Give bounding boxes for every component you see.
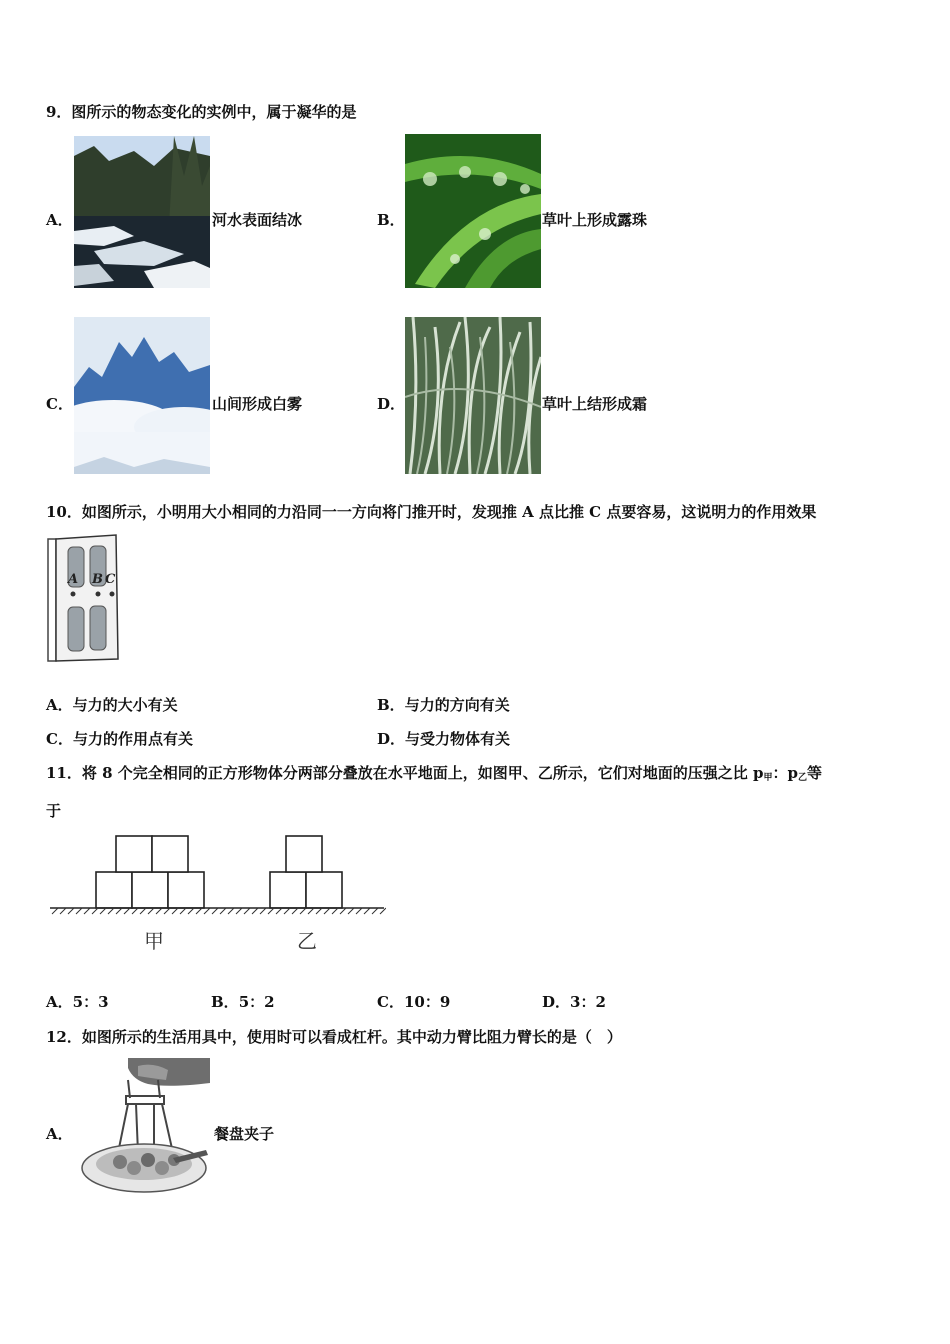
q10-option-a: A．与力的大小有关	[46, 696, 178, 714]
q11-option-d: D．3：2	[542, 993, 606, 1011]
q9-option-c-text: 山间形成白雾	[212, 395, 303, 413]
q11-option-a: A．5：3	[46, 993, 109, 1011]
q10-stem: 10．如图所示，小明用大小相同的力沿同一一方向将门推开时，发现推 A 点比推 C 点要容易，这说明力的作用效果	[46, 503, 817, 521]
q9-option-d-letter: D．	[377, 395, 406, 413]
figure-label-jia: 甲	[144, 929, 164, 953]
mountain-fog-image	[74, 317, 210, 474]
plate-clamp-image	[78, 1058, 210, 1196]
q9-option-a-text: 河水表面结冰	[212, 211, 303, 229]
frost-grass-image	[405, 317, 541, 474]
stacked-blocks-figure	[48, 832, 386, 958]
door-label-c: C	[105, 572, 116, 587]
dew-leaf-image	[405, 134, 541, 288]
q12-stem: 12．如图所示的生活用具中，使用时可以看成杠杆。其中动力臂比阻力臂长的是（ ）	[46, 1028, 622, 1046]
q11-stem-line2: 于	[46, 802, 62, 820]
figure-label-yi: 乙	[297, 929, 317, 953]
q9-option-d-text: 草叶上结形成霜	[542, 395, 648, 413]
door-figure	[46, 533, 120, 663]
q9-option-b-letter: B．	[377, 211, 405, 229]
q10-option-c: C．与力的作用点有关	[46, 730, 193, 748]
q9-option-c-letter: C．	[46, 395, 73, 413]
q12-option-a-letter: A．	[46, 1125, 73, 1143]
q9-option-a-letter: A．	[46, 211, 73, 229]
door-label-a: A	[68, 572, 79, 587]
door-label-b: B	[92, 572, 103, 587]
q10-option-d: D．与受力物体有关	[377, 730, 511, 748]
river-ice-image	[74, 136, 210, 288]
q12-option-a-text: 餐盘夹子	[214, 1125, 275, 1143]
q11-option-b: B．5：2	[211, 993, 275, 1011]
q11-option-c: C．10：9	[377, 993, 451, 1011]
q9-option-b-text: 草叶上形成露珠	[542, 211, 648, 229]
q10-option-b: B．与力的方向有关	[377, 696, 510, 714]
q11-stem: 11．将 8 个完全相同的正方形物体分两部分叠放在水平地面上，如图甲、乙所示，它们对地面的压强之比 $p_甲$：$p_乙$等	[46, 764, 823, 783]
q9-stem: 9．图所示的物态变化的实例中，属于凝华的是	[46, 103, 357, 121]
